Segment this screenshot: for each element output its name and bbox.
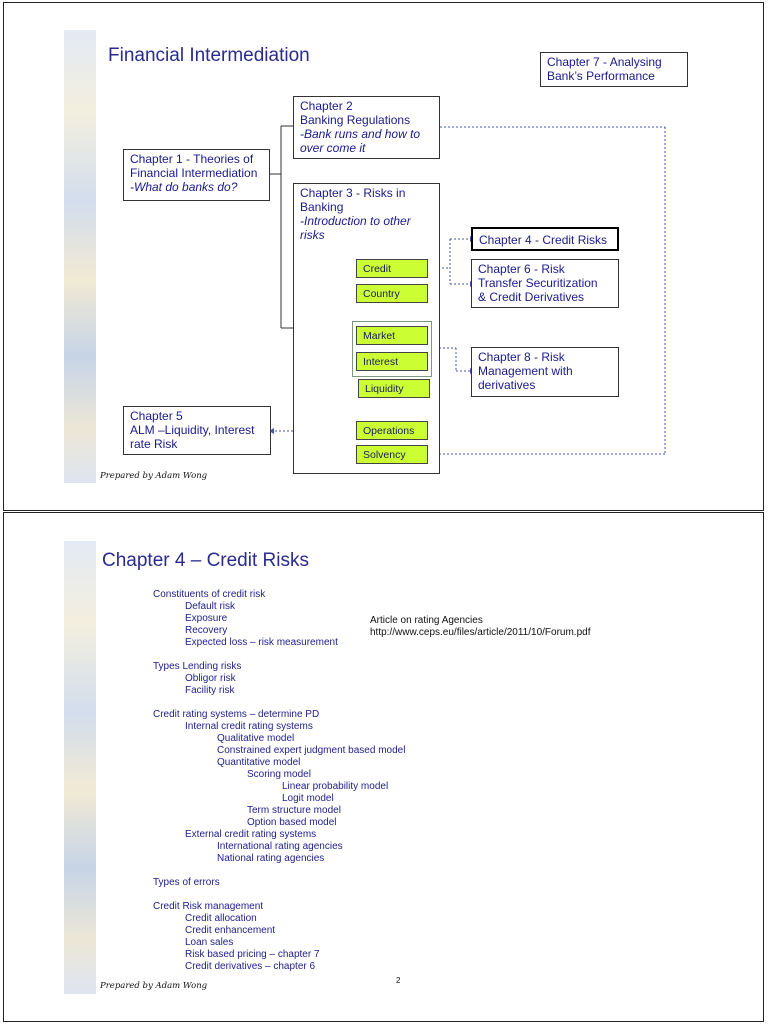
outline-item: International rating agencies: [217, 841, 343, 852]
outline-item: Linear probability model: [282, 781, 389, 792]
chapter-6-box[interactable]: [471, 259, 619, 308]
chapter-7-box[interactable]: [540, 52, 688, 87]
chapter-3-line1: Chapter 3 - Risks in: [300, 186, 406, 200]
risk-tag-interest[interactable]: Interest: [356, 352, 428, 371]
chapter-5-line2: ALM –Liquidity, Interest: [130, 423, 255, 437]
chapter-6-line1: Chapter 6 - Risk: [478, 262, 565, 276]
article-url[interactable]: http://www.ceps.eu/files/article/2011/10/Forum.pdf: [370, 627, 591, 638]
risk-tag-solvency[interactable]: Solvency: [356, 445, 428, 464]
outline-item: Exposure: [185, 613, 228, 624]
chapter-2-line4: over come it: [300, 141, 366, 155]
outline-item: Expected loss – risk measurement: [185, 637, 338, 648]
outline-item: Option based model: [247, 817, 337, 828]
outline-item: Logit model: [282, 793, 334, 804]
chapter-3-line3: -Introduction to other: [300, 214, 411, 228]
chapter-1-line3: -What do banks do?: [130, 180, 238, 194]
chapter-8-box[interactable]: [471, 347, 619, 397]
prepared-by: Prepared by Adam Wong: [100, 981, 208, 991]
decorative-sidebar: [64, 541, 96, 994]
outline-item: Facility risk: [185, 685, 235, 696]
chapter-7-line1: Chapter 7 - Analysing: [547, 55, 662, 69]
chapter-1-line2: Financial Intermediation: [130, 166, 258, 180]
chapter-4-line1: Chapter 4 - Credit Risks: [479, 233, 608, 247]
outline-item: Constrained expert judgment based model: [217, 745, 406, 756]
article-reference: [370, 615, 590, 639]
risk-tag-credit[interactable]: Credit: [356, 259, 428, 278]
outline-item: National rating agencies: [217, 853, 325, 864]
chapter-8-line1: Chapter 8 - Risk: [478, 350, 565, 364]
outline-item: Credit Risk management: [153, 901, 264, 912]
chapter-4-box[interactable]: [471, 227, 619, 251]
page-title: Financial Intermediation: [108, 45, 310, 66]
chapter-8-line3: derivatives: [478, 378, 536, 392]
outline-item: Recovery: [185, 625, 228, 636]
outline-item: Credit enhancement: [185, 925, 276, 936]
page-number: 2: [396, 976, 401, 985]
chapter-2-box[interactable]: [293, 96, 440, 159]
article-label: Article on rating Agencies: [370, 615, 483, 626]
chapter-5-line3: rate Risk: [130, 437, 178, 451]
outline-item: Scoring model: [247, 769, 311, 780]
outline-item: Obligor risk: [185, 673, 236, 684]
chapter-1-line1: Chapter 1 - Theories of: [130, 152, 254, 166]
outline-item: Types Lending risks: [153, 661, 242, 672]
chapter-3-line2: Banking: [300, 200, 344, 214]
chapter-7-line2: Bank’s Performance: [547, 69, 655, 83]
chapter-2-line2: Banking Regulations: [300, 113, 411, 127]
risk-tag-market[interactable]: Market: [356, 326, 428, 345]
chapter-6-line3: & Credit Derivatives: [478, 290, 585, 304]
chapter-5-box[interactable]: [123, 406, 271, 455]
outline-item: Internal credit rating systems: [185, 721, 313, 732]
outline-item: Risk based pricing – chapter 7: [185, 949, 320, 960]
chapter-3-line4: risks: [300, 228, 325, 242]
outline-item: External credit rating systems: [185, 829, 317, 840]
outline-item: Loan sales: [185, 937, 234, 948]
risk-tag-operations[interactable]: Operations: [356, 421, 428, 440]
outline-item: Types of errors: [153, 877, 220, 888]
outline-item: Credit rating systems – determine PD: [153, 709, 320, 720]
chapter-8-line2: Management with: [478, 364, 573, 378]
chapter-2-line3: -Bank runs and how to: [300, 127, 421, 141]
slide-page-1: [3, 2, 764, 511]
chapter-1-box[interactable]: [123, 149, 270, 201]
outline-item: Qualitative model: [217, 733, 295, 744]
outline-item: Constituents of credit risk: [153, 589, 266, 600]
slide-page-2: [3, 512, 764, 1022]
outline-item: Quantitative model: [217, 757, 301, 768]
chapter-2-line1: Chapter 2: [300, 99, 353, 113]
prepared-by: Prepared by Adam Wong: [100, 471, 208, 481]
risk-tag-liquidity[interactable]: Liquidity: [358, 379, 430, 398]
outline-item: Term structure model: [247, 805, 341, 816]
outline-item: Credit derivatives – chapter 6: [185, 961, 316, 972]
chapter-6-line2: Transfer Securitization: [478, 276, 598, 290]
outline-item: Credit allocation: [185, 913, 257, 924]
page-title: Chapter 4 – Credit Risks: [102, 550, 309, 571]
risk-tag-country[interactable]: Country: [356, 284, 428, 303]
chapter-5-line1: Chapter 5: [130, 409, 183, 423]
outline-item: Default risk: [185, 601, 236, 612]
